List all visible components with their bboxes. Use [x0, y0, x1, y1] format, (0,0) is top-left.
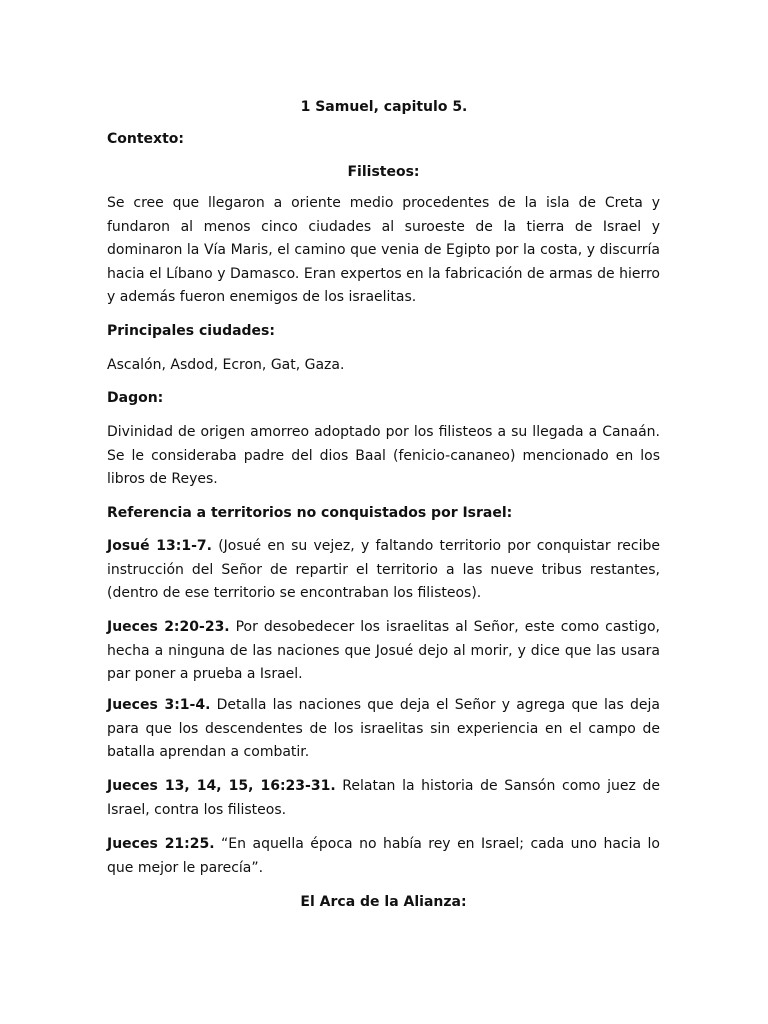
reference-jueces-21: [107, 833, 660, 880]
reference-jueces-2: [107, 616, 660, 687]
arca-heading: El Arca de la Alianza:: [300, 894, 467, 910]
reference-text: Detalla las naciones que deja el Señor y agrega que las deja para que los descendentes de los israelitas sin experiencia en el campo de batalla aprendan a combatir.: [107, 697, 661, 760]
reference-text: Relatan la historia de Sansón como juez de Israel, contra los filisteos.: [107, 778, 660, 818]
reference-text: Por desobedecer los israelitas al Señor, este como castigo, hecha a ninguna de las naciones que Josué dejo al morir, y dice que las usara par poner a prueba a Israel.: [107, 619, 660, 682]
dagon-heading: Dagon:: [107, 390, 164, 406]
filisteos-heading: Filisteos:: [347, 164, 420, 180]
reference-jueces-13-16: [107, 775, 660, 822]
referencia-heading: Referencia a territorios no conquistados por Israel:: [107, 505, 513, 521]
reference-josue-13: [107, 535, 660, 606]
ciudades-list: Ascalón, Asdod, Ecron, Gat, Gaza.: [107, 357, 345, 373]
reference-text: “En aquella época no había rey en Israel; cada uno hacia lo que mejor le parecía”.: [107, 836, 660, 876]
dagon-paragraph: Divinidad de origen amorreo adoptado por los filisteos a su llegada a Canaán. Se le consideraba padre del dios Baal (fenicio-cananeo) mencionado en los libros de Reyes.: [107, 424, 660, 487]
reference-label: Jueces 2:20-23.: [107, 619, 230, 635]
page-title: 1 Samuel, capitulo 5.: [300, 99, 468, 115]
contexto-heading: Contexto:: [107, 131, 184, 147]
reference-jueces-3: [107, 694, 660, 765]
reference-label: Jueces 3:1-4.: [107, 697, 211, 713]
reference-text: (Josué en su vejez, y faltando territorio por conquistar recibe instrucción del Señor de repartir el territorio a las nueve tribus restantes, (dentro de ese territorio se encontraban los filisteos).: [107, 538, 660, 601]
reference-label: Josué 13:1-7.: [107, 538, 212, 554]
reference-label: Jueces 21:25.: [107, 836, 215, 852]
filisteos-paragraph: Se cree que llegaron a oriente medio procedentes de la isla de Creta y fundaron al menos cinco ciudades al suroeste de la tierra de Israel y dominaron la Vía Maris, el camino que venia de Egipto por la costa, y discurría hacia el Líbano y Damasco. Eran expertos en la fabricación de armas de hierro y además fueron enemigos de los israelitas.: [107, 195, 660, 305]
reference-label: Jueces 13, 14, 15, 16:23-31.: [107, 778, 336, 794]
ciudades-heading: Principales ciudades:: [107, 323, 275, 339]
